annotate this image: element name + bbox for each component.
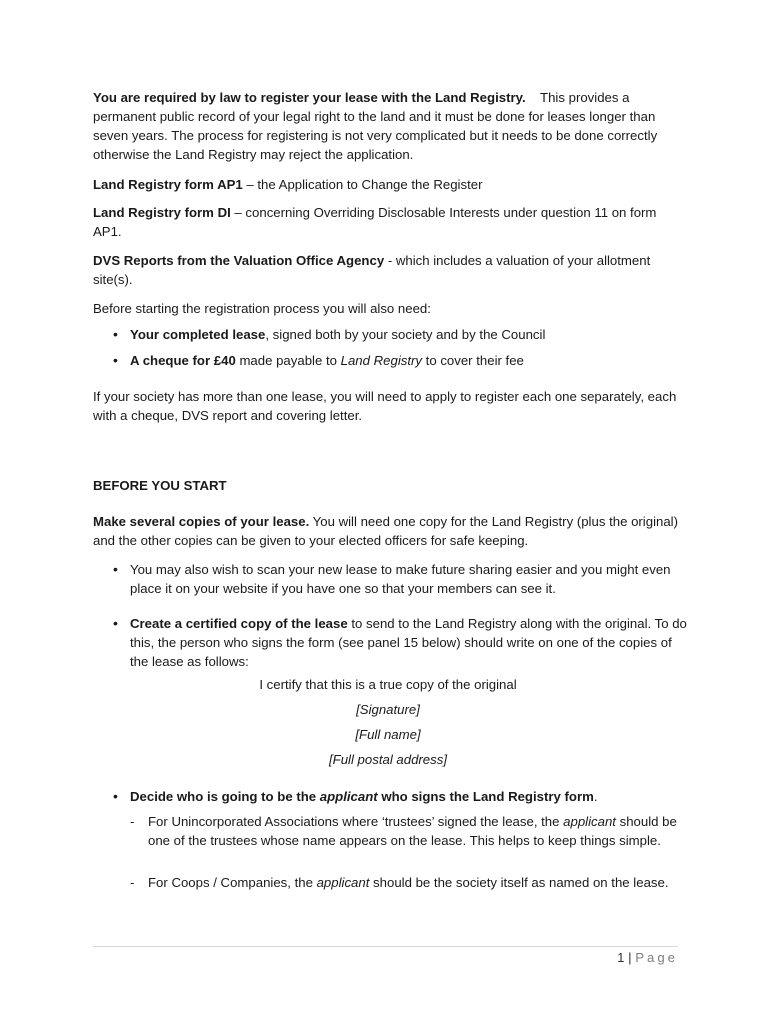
certify-postal-address: [Full postal address] xyxy=(328,752,447,767)
scan-item: You may also wish to scan your new lease to make future sharing easier and you might even place it on your website if you have one so that your members can see it. xyxy=(130,562,671,596)
certified-bold: Create a certified copy of the lease xyxy=(130,616,348,631)
unincorp-a: For Unincorporated Associations where ‘trustees’ signed the lease, the xyxy=(148,814,564,829)
coops-applicant: applicant xyxy=(316,875,370,890)
need-item-cheque xyxy=(130,351,690,370)
footer-separator: | xyxy=(628,950,632,965)
intro-lead: You are required by law to register your lease with the Land Registry. xyxy=(93,90,526,105)
certify-statement: I certify that this is a true copy of the original xyxy=(259,677,517,692)
form-ap1-label: Land Registry form AP1 xyxy=(93,177,243,192)
certified-rest: to send to the Land Registry along with the original. To do this, the person who signs the form (see panel 15 below) should write on one of the copies of the lease as follows: xyxy=(130,616,687,669)
decide-end: . xyxy=(593,789,598,804)
copies-rest: You will need one copy for the Land Registry (plus the original) and the other copies can be given to your elected officers for safe keeping. xyxy=(93,514,678,548)
need-item-cheque-payee: Land Registry xyxy=(340,353,422,368)
certified-copy-item xyxy=(130,614,690,671)
dash-marker: - xyxy=(130,875,135,890)
copies-bold: Make several copies of your lease. xyxy=(93,514,310,529)
coops-subitem xyxy=(148,873,688,892)
dvs-line xyxy=(93,251,683,289)
certify-signature: [Signature] xyxy=(356,702,420,717)
need-item-lease-bold: Your completed lease xyxy=(130,327,266,342)
bullet-icon: • xyxy=(113,561,118,577)
footer-divider xyxy=(93,946,678,947)
decide-applicant-item xyxy=(130,787,690,806)
decide-bold-1: Decide who is going to be the xyxy=(130,789,320,804)
form-di-desc: – concerning Overriding Disclosable Interests under question 11 on form AP1. xyxy=(93,205,657,239)
need-item-lease-rest: , signed both by your society and by the Council xyxy=(265,327,546,342)
intro-paragraph xyxy=(93,88,683,164)
coops-a: For Coops / Companies, the xyxy=(148,875,317,890)
copies-paragraph xyxy=(93,512,683,550)
unincorp-applicant: applicant xyxy=(563,814,616,829)
dvs-desc: - which includes a valuation of your allotment site(s). xyxy=(93,253,651,287)
need-item-cheque-end: to cover their fee xyxy=(422,353,524,368)
need-item-lease xyxy=(130,325,690,344)
bullet-icon: • xyxy=(113,326,118,342)
page-label: Page xyxy=(635,950,678,965)
need-intro: Before starting the registration process you will also need: xyxy=(93,301,431,316)
need-item-cheque-mid: made payable to xyxy=(235,353,341,368)
decide-bold-2: who signs the Land Registry form xyxy=(377,789,594,804)
intro-rest: This provides a permanent public record of your legal right to the land and it must be done for leases longer than seven years. The process for registering is not very complicated but it needs to be done correctly otherwise the Land Registry may reject the application. xyxy=(93,90,658,162)
certify-full-name: [Full name] xyxy=(355,727,421,742)
before-heading: BEFORE YOU START xyxy=(93,478,227,493)
form-di-line xyxy=(93,203,683,241)
dvs-label: DVS Reports from the Valuation Office Agency xyxy=(93,253,385,268)
unincorp-b: should be one of the trustees whose name appears on the lease. This helps to keep things simple. xyxy=(148,814,677,848)
page-number: 1 xyxy=(617,950,625,965)
decide-applicant-word: applicant xyxy=(319,789,378,804)
form-di-label: Land Registry form DI xyxy=(93,205,231,220)
coops-b: should be the society itself as named on the lease. xyxy=(369,875,669,890)
unincorporated-subitem xyxy=(148,812,688,850)
dash-marker: - xyxy=(130,814,135,829)
multiple-leases-paragraph: If your society has more than one lease, you will need to apply to register each one separately, each with a cheque, DVS report and covering letter. xyxy=(93,389,677,423)
page-footer xyxy=(617,948,678,967)
form-ap1-line xyxy=(93,175,683,194)
bullet-icon: • xyxy=(113,788,118,804)
need-item-cheque-bold: A cheque for £40 xyxy=(130,353,236,368)
bullet-icon: • xyxy=(113,615,118,631)
form-ap1-desc: – the Application to Change the Register xyxy=(242,177,483,192)
bullet-icon: • xyxy=(113,352,118,368)
